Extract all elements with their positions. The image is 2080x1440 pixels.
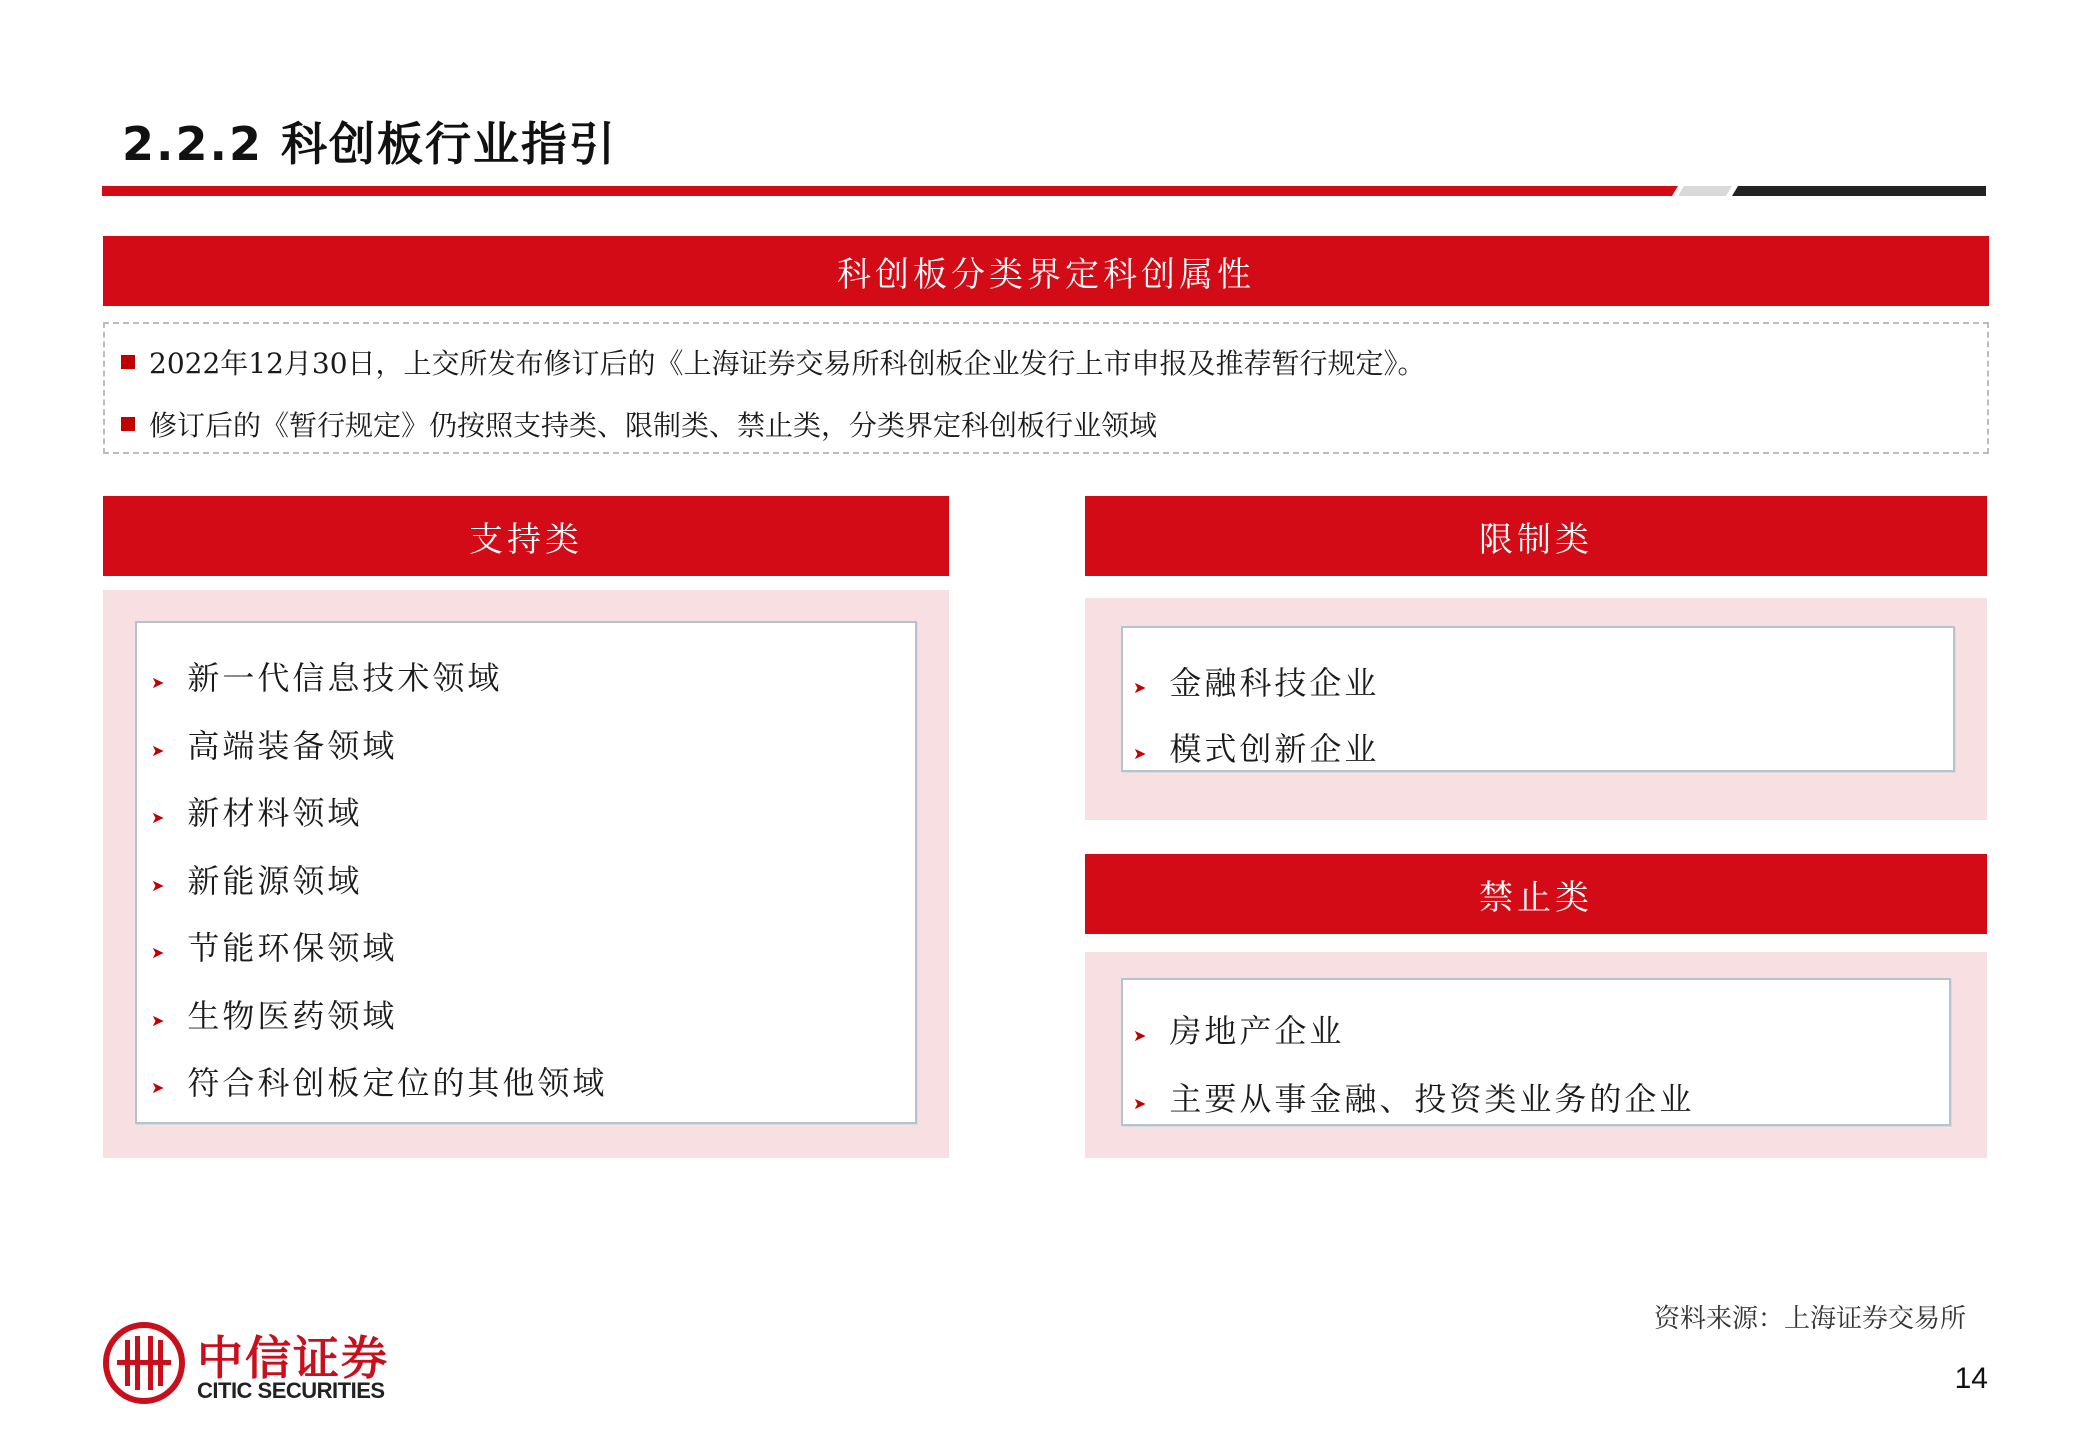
prohibit-header-text: 禁止类 <box>1479 877 1593 918</box>
support-item-text: 高端装备领域 <box>187 727 398 765</box>
restrict-item <box>1133 658 1379 704</box>
restrict-header <box>1085 496 1987 576</box>
arrowhead-right-icon: ➤ <box>1133 677 1150 697</box>
note-item <box>121 342 1426 382</box>
prohibit-header <box>1085 854 1987 934</box>
banner-text: 科创板分类界定科创属性 <box>837 254 1255 295</box>
arrowhead-right-icon: ➤ <box>151 875 168 895</box>
page-number: 14 <box>1954 1362 1988 1395</box>
arrowhead-right-icon: ➤ <box>1133 1025 1150 1045</box>
support-item-text: 新材料领域 <box>187 794 363 832</box>
support-item-text: 节能环保领域 <box>187 929 398 967</box>
prohibit-item <box>1133 1006 1344 1052</box>
square-bullet-icon <box>121 355 135 369</box>
source-note: 资料来源：上海证券交易所 <box>1653 1304 1966 1334</box>
support-item <box>151 856 362 902</box>
support-item <box>151 721 397 767</box>
arrowhead-right-icon: ➤ <box>151 740 168 760</box>
restrict-list <box>1121 626 1955 772</box>
note-text: 修订后的《暂行规定》仍按照支持类、限制类、禁止类，分类界定科创板行业领域 <box>149 409 1158 442</box>
note-item <box>121 404 1157 444</box>
notes-box <box>103 322 1989 454</box>
arrowhead-right-icon: ➤ <box>151 1010 168 1030</box>
arrowhead-right-icon: ➤ <box>151 807 168 827</box>
support-item <box>151 991 397 1037</box>
prohibit-item-text: 主要从事金融、投资类业务的企业 <box>1169 1080 1695 1118</box>
restrict-item <box>1133 724 1379 770</box>
support-item-text: 新一代信息技术领域 <box>187 659 503 697</box>
prohibit-list <box>1121 978 1951 1126</box>
note-text: 2022年12月30日，上交所发布修订后的《上海证券交易所科创板企业发行上市申报及推荐暂行规定》。 <box>149 347 1426 380</box>
support-header <box>103 496 949 576</box>
restrict-item-text: 金融科技企业 <box>1169 664 1380 702</box>
square-bullet-icon <box>121 417 135 431</box>
logo-en-text: CITIC SECURITIES <box>197 1378 385 1403</box>
banner-category-definition <box>103 236 1989 306</box>
arrowhead-right-icon: ➤ <box>151 1077 168 1097</box>
support-item <box>151 788 362 834</box>
support-item-text: 生物医药领域 <box>187 997 398 1035</box>
restrict-item-text: 模式创新企业 <box>1169 730 1380 768</box>
logo-cn-text: 中信证券 <box>197 1331 389 1385</box>
citic-logo <box>103 1322 403 1408</box>
arrowhead-right-icon: ➤ <box>151 672 168 692</box>
support-item-text: 新能源领域 <box>187 862 363 900</box>
arrowhead-right-icon: ➤ <box>1133 743 1150 763</box>
page-title: 2.2.2 科创板行业指引 <box>122 117 617 171</box>
restrict-header-text: 限制类 <box>1479 519 1593 560</box>
title-divider <box>102 186 1986 196</box>
support-list <box>135 621 917 1124</box>
support-item-text: 符合科创板定位的其他领域 <box>187 1064 608 1102</box>
arrowhead-right-icon: ➤ <box>151 942 168 962</box>
citic-emblem-icon <box>103 1322 185 1404</box>
support-header-text: 支持类 <box>469 519 583 560</box>
arrowhead-right-icon: ➤ <box>1133 1093 1150 1113</box>
prohibit-item-text: 房地产企业 <box>1169 1012 1345 1050</box>
support-item <box>151 653 502 699</box>
support-item <box>151 923 397 969</box>
prohibit-item <box>1133 1074 1694 1120</box>
support-item <box>151 1058 607 1104</box>
